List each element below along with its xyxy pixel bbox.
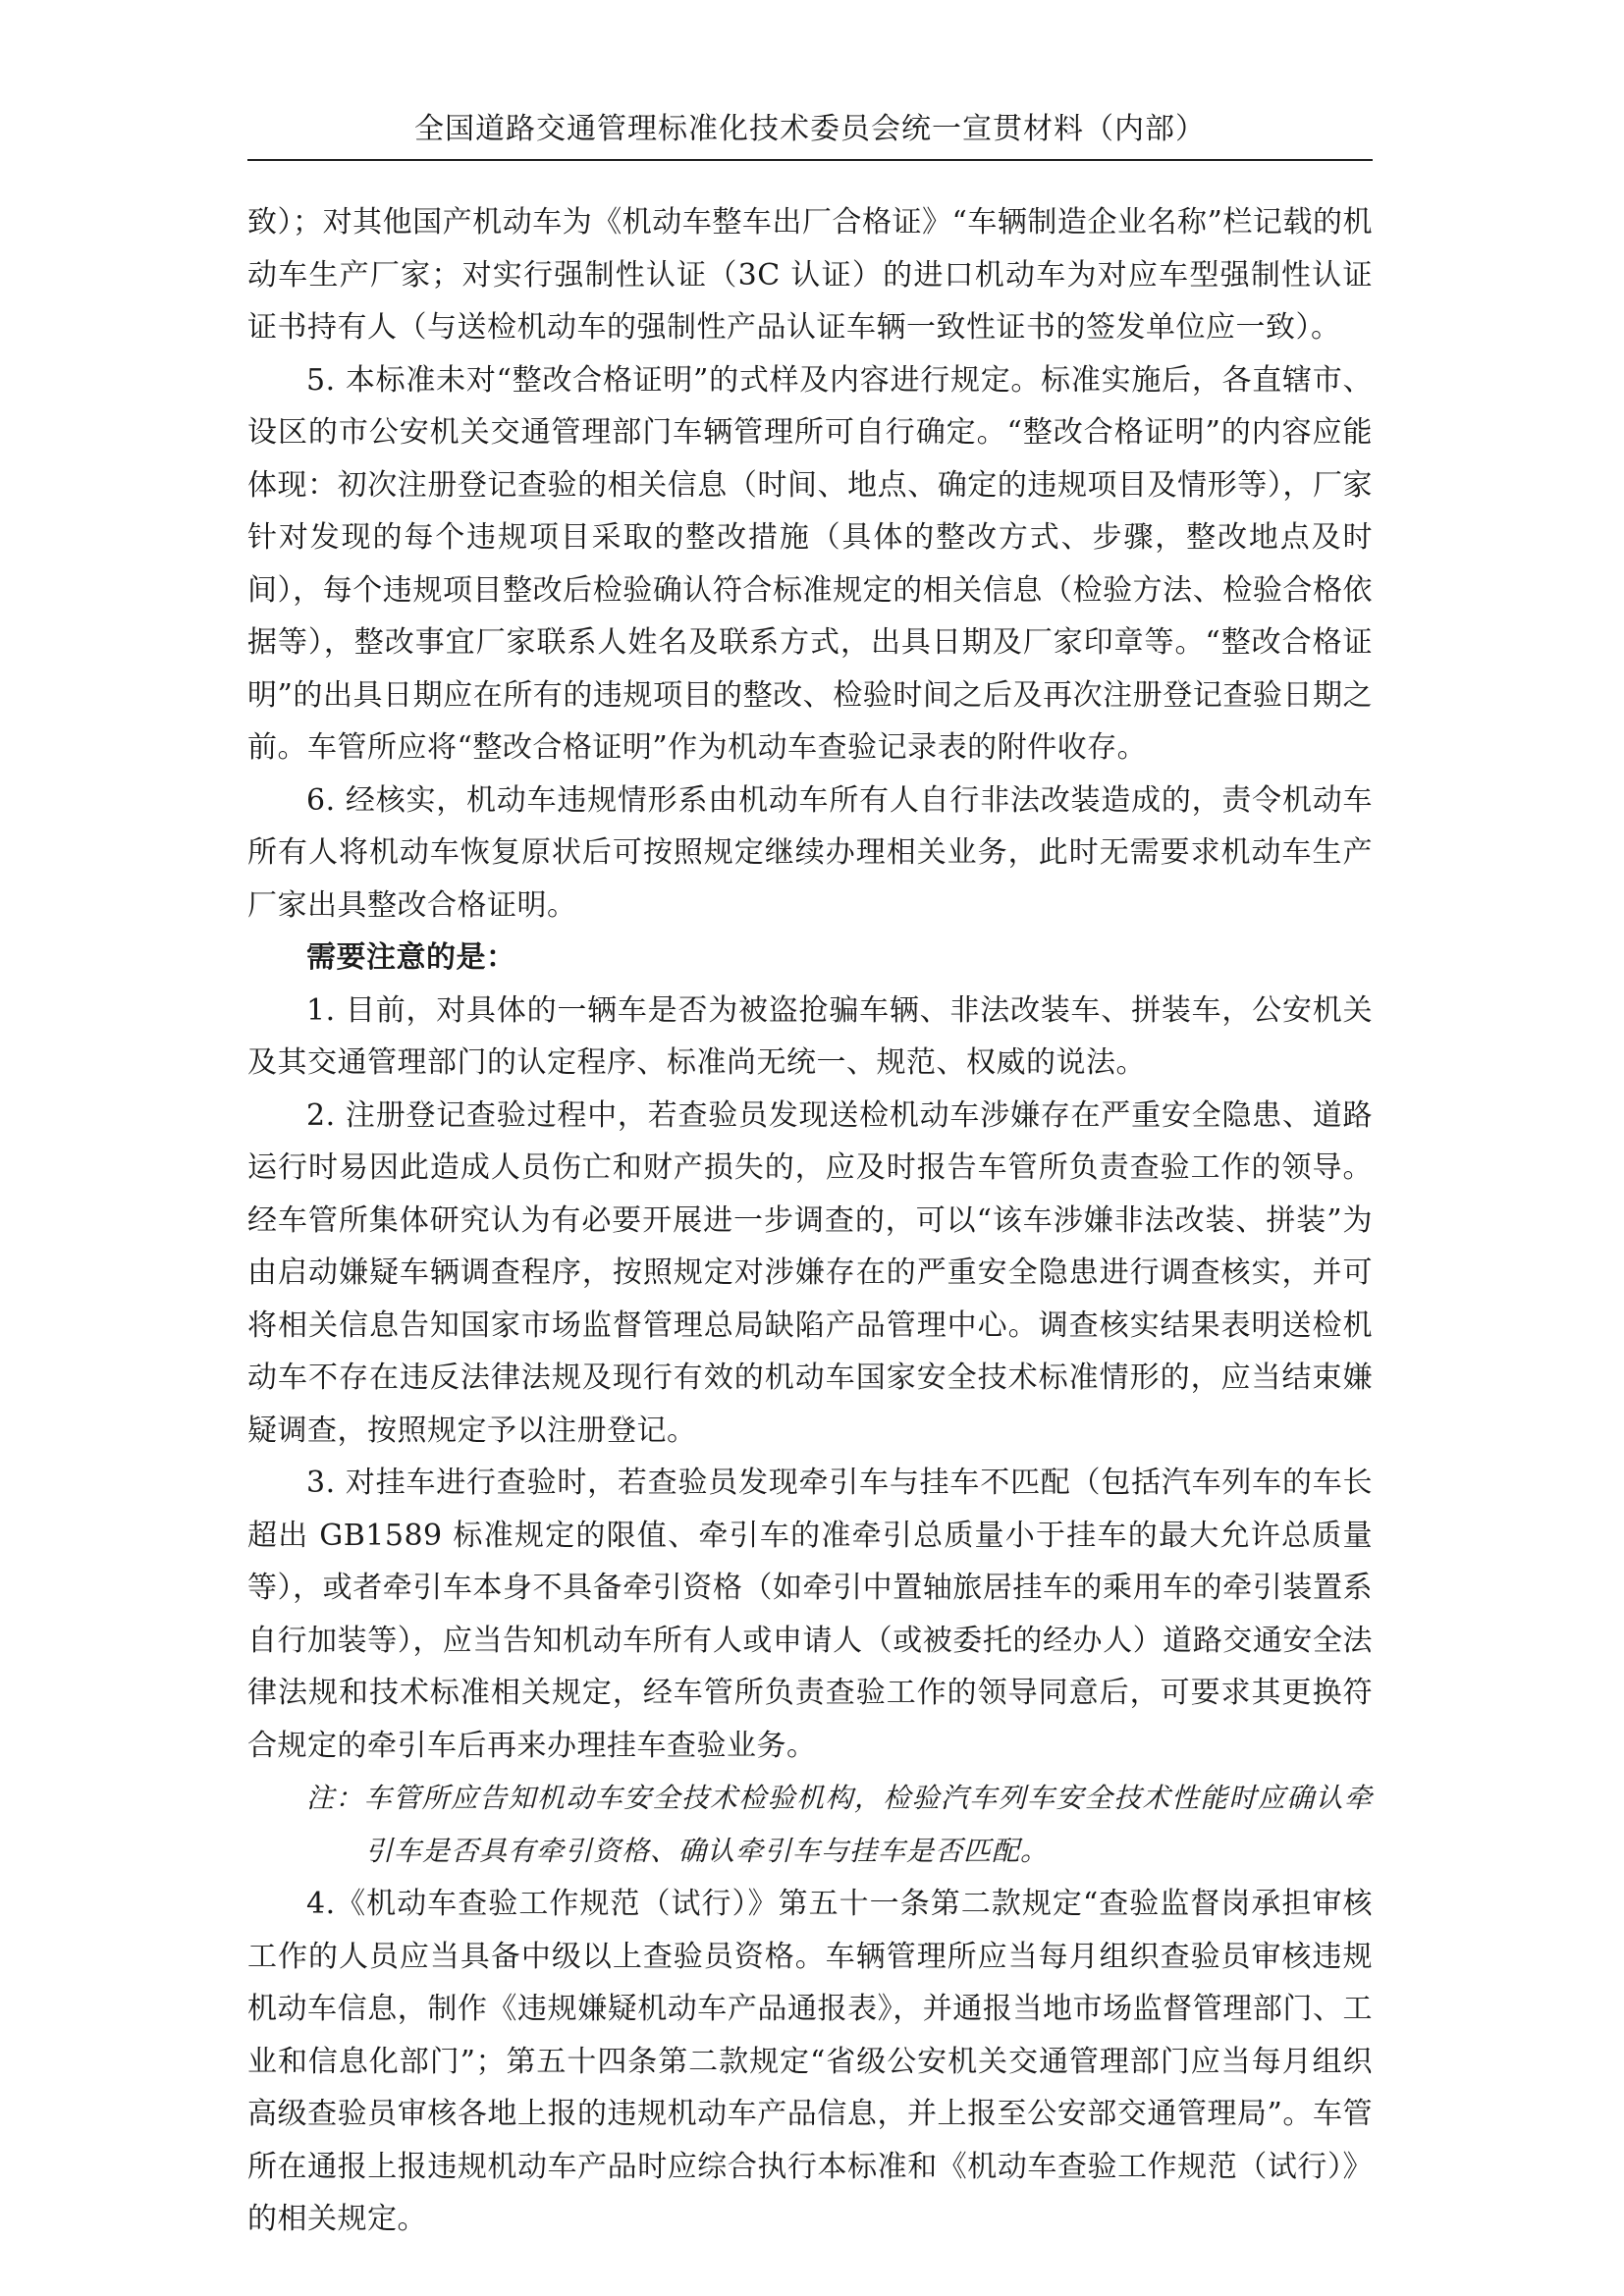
paragraph-continuation: 致）；对其他国产机动车为《机动车整车出厂合格证》“车辆制造企业名称”栏记载的机动车生产厂家；对实行强制性认证（3C 认证）的进口机动车为对应车型强制性认证证书持有人（与送检机动车的强制性产品认证车辆一致性证书的签发单位应一致）。 <box>247 205 1373 345</box>
note-item-1: 1. 目前，对具体的一辆车是否为被盗抢骗车辆、非法改装车、拼装车，公安机关及其交通管理部门的认定程序、标准尚无统一、规范、权威的说法。 <box>247 992 1373 1080</box>
note-item-4: 4.《机动车查验工作规范（试行）》第五十一条第二款规定“查验监督岗承担审核工作的人员应当具备中级以上查验员资格。车辆管理所应当每月组织查验员审核违规机动车信息，制作《违规嫌疑机动车产品通报表》，并通报当地市场监督管理部门、工业和信息化部门”；第五十四条第二款规定“省级公安机关交通管理部门应当每月组织高级查验员审核各地上报的违规机动车产品信息，并上报至公安部交通管理局”。车管所在通报上报违规机动车产品时应综合执行本标准和《机动车查验工作规范（试行）》的相关规定。 <box>247 1887 1373 2236</box>
note-item-2: 2. 注册登记查验过程中，若查验员发现送检机动车涉嫌存在严重安全隐患、道路运行时易因此造成人员伤亡和财产损失的，应及时报告车管所负责查验工作的领导。经车管所集体研究认为有必要开展进一步调查的，可以“该车涉嫌非法改装、拼装”为由启动嫌疑车辆调查程序，按照规定对涉嫌存在的严重安全隐患进行调查核实，并可将相关信息告知国家市场监督管理总局缺陷产品管理中心。调查核实结果表明送检机动车不存在违反法律法规及现行有效的机动车国家安全技术标准情形的，应当结束嫌疑调查，按照规定予以注册登记。 <box>247 1097 1373 1448</box>
page-header-title: 全国道路交通管理标准化技术委员会统一宣贯材料（内部） <box>414 112 1206 146</box>
header-divider <box>247 159 1373 161</box>
section-heading-notes: 需要注意的是： <box>306 940 516 975</box>
paragraph-item-5: 5. 本标准未对“整改合格证明”的式样及内容进行规定。标准实施后，各直辖市、设区的市公安机关交通管理部门车辆管理所可自行确定。“整改合格证明”的内容应能体现：初次注册登记查验的相关信息（时间、地点、确定的违规项目及情形等），厂家针对发现的每个违规项目采取的整改措施（具体的整改方式、步骤，整改地点及时间），每个违规项目整改后检验确认符合标准规定的相关信息（检验方法、检验合格依据等），整改事宜厂家联系人姓名及联系方式，出具日期及厂家印章等。“整改合格证明”的出具日期应在所有的违规项目的整改、检验时间之后及再次注册登记查验日期之前。车管所应将“整改合格证明”作为机动车查验记录表的附件收存。 <box>247 362 1373 765</box>
paragraph-item-6: 6. 经核实，机动车违规情形系由机动车所有人自行非法改装造成的，责令机动车所有人将机动车恢复原状后可按照规定继续办理相关业务，此时无需要求机动车生产厂家出具整改合格证明。 <box>247 782 1373 923</box>
annotation-note: 注：车管所应告知机动车安全技术检验机构，检验汽车列车安全技术性能时应确认牵引车是否具有牵引资格、确认牵引车与挂车是否匹配。 <box>306 1782 1373 1867</box>
note-item-3: 3. 对挂车进行查验时，若查验员发现牵引车与挂车不匹配（包括汽车列车的车长超出 GB1589 标准规定的限值、牵引车的准牵引总质量小于挂车的最大允许总质量等），或者牵引车本身不具备牵引资格（如牵引中置轴旅居挂车的乘用车的牵引装置系自行加装等），应当告知机动车所有人或申请人（或被委托的经办人）道路交通安全法律法规和技术标准相关规定，经车管所负责查验工作的领导同意后，可要求其更换符合规定的牵引车后再来办理挂车查验业务。 <box>247 1466 1373 1763</box>
document-body <box>247 196 1373 2246</box>
